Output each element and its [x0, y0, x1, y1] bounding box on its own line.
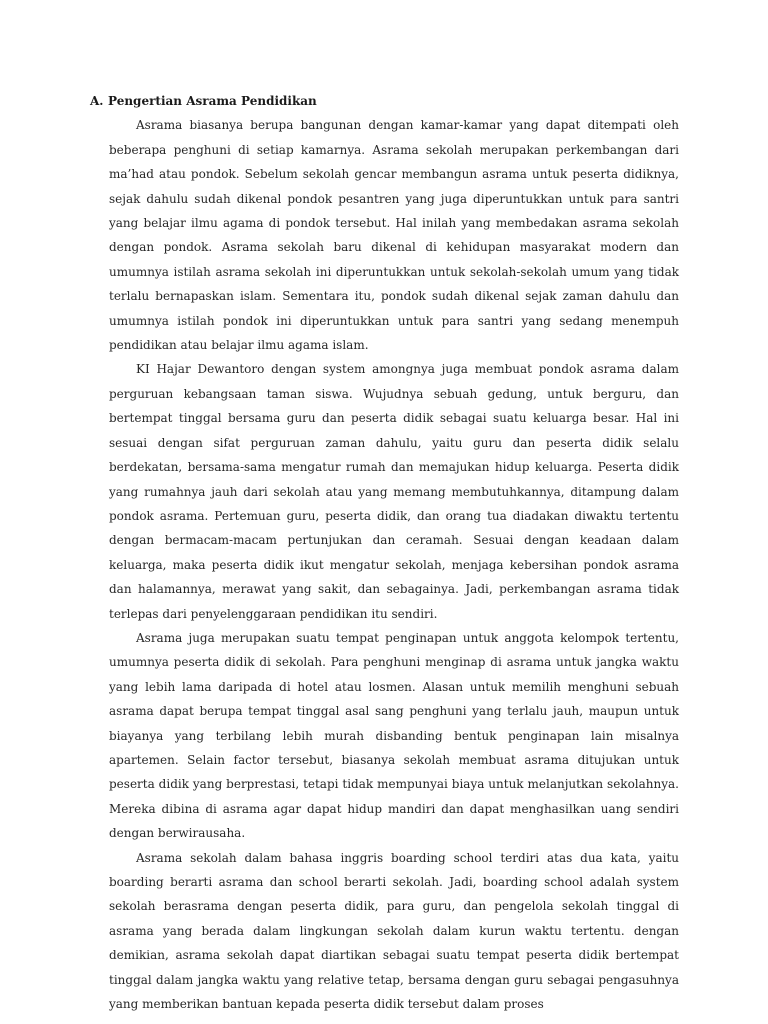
section-heading [90, 89, 679, 113]
document-body [90, 89, 679, 1016]
paragraph-3: Asrama juga merupakan suatu tempat penginapan untuk anggota kelompok tertentu, umumnya peserta didik di sekolah. Para penghuni menginap di asrama untuk jangka waktu yang lebih lama daripada di hotel atau losmen. Alasan untuk memilih menghuni sebuah asrama dapat berupa tempat tinggal asal sang penghuni yang terlalu jauh, maupun untuk biayanya yang terbilang lebih murah disbanding bentuk penginapan lain misalnya apartemen. Selain factor tersebut, biasanya sekolah membuat asrama ditujukan untuk peserta didik yang berprestasi, tetapi tidak mempunyai biaya untuk melanjutkan sekolahnya. Mereka dibina di asrama agar dapat hidup mandiri dan dapat menghasilkan uang sendiri dengan berwirausaha. [109, 630, 679, 841]
section-title: Pengertian Asrama Pendidikan [108, 94, 317, 108]
section-number: A. [90, 94, 104, 108]
paragraph-4: Asrama sekolah dalam bahasa inggris boarding school terdiri atas dua kata, yaitu boarding berarti asrama dan school berarti sekolah. Jadi, boarding school adalah system sekolah berasrama dengan peserta didik, para guru, dan pengelola sekolah tinggal di asrama yang berada dalam lingkungan sekolah dalam kurun waktu tertentu. dengan demikian, asrama sekolah dapat diartikan sebagai suatu tempat peserta didik bertempat tinggal dalam jangka waktu yang relative tetap, bersama dengan guru sebagai pengasuhnya yang memberikan bantuan kepada peserta didik tersebut dalam proses [109, 850, 679, 1012]
paragraph-1: Asrama biasanya berupa bangunan dengan kamar-kamar yang dapat ditempati oleh beberapa penghuni di setiap kamarnya. Asrama sekolah merupakan perkembangan dari ma’had atau pondok. Sebelum sekolah gencar membangun asrama untuk peserta didiknya, sejak dahulu sudah dikenal pondok pesantren yang juga diperuntukkan untuk para santri yang belajar ilmu agama di pondok tersebut. Hal inilah yang membedakan asrama sekolah dengan pondok. Asrama sekolah baru dikenal di kehidupan masyarakat modern dan umumnya istilah asrama sekolah ini diperuntukkan untuk sekolah-sekolah umum yang tidak terlalu bernapaskan islam. Sementara itu, pondok sudah dikenal sejak zaman dahulu dan umumnya istilah pondok ini diperuntukkan untuk para santri yang sedang menempuh pendidikan atau belajar ilmu agama islam. [109, 118, 679, 353]
paragraph-2: KI Hajar Dewantoro dengan system amongnya juga membuat pondok asrama dalam perguruan kebangsaan taman siswa. Wujudnya sebuah gedung, untuk berguru, dan bertempat tinggal bersama guru dan peserta didik sebagai suatu keluarga besar. Hal ini sesuai dengan sifat perguruan zaman dahulu, yaitu guru dan peserta didik selalu berdekatan, bersama-sama mengatur rumah dan memajukan hidup keluarga. Peserta didik yang rumahnya jauh dari sekolah atau yang memang membutuhkannya, ditampung dalam pondok asrama. Pertemuan guru, peserta didik, dan orang tua diadakan diwaktu tertentu dengan bermacam-macam pertunjukan dan ceramah. Sesuai dengan keadaan dalam keluarga, maka peserta didik ikut mengatur sekolah, menjaga kebersihan pondok asrama dan halamannya, merawat yang sakit, dan sebagainya. Jadi, perkembangan asrama tidak terlepas dari penyelenggaraan pendidikan itu sendiri. [109, 362, 679, 621]
